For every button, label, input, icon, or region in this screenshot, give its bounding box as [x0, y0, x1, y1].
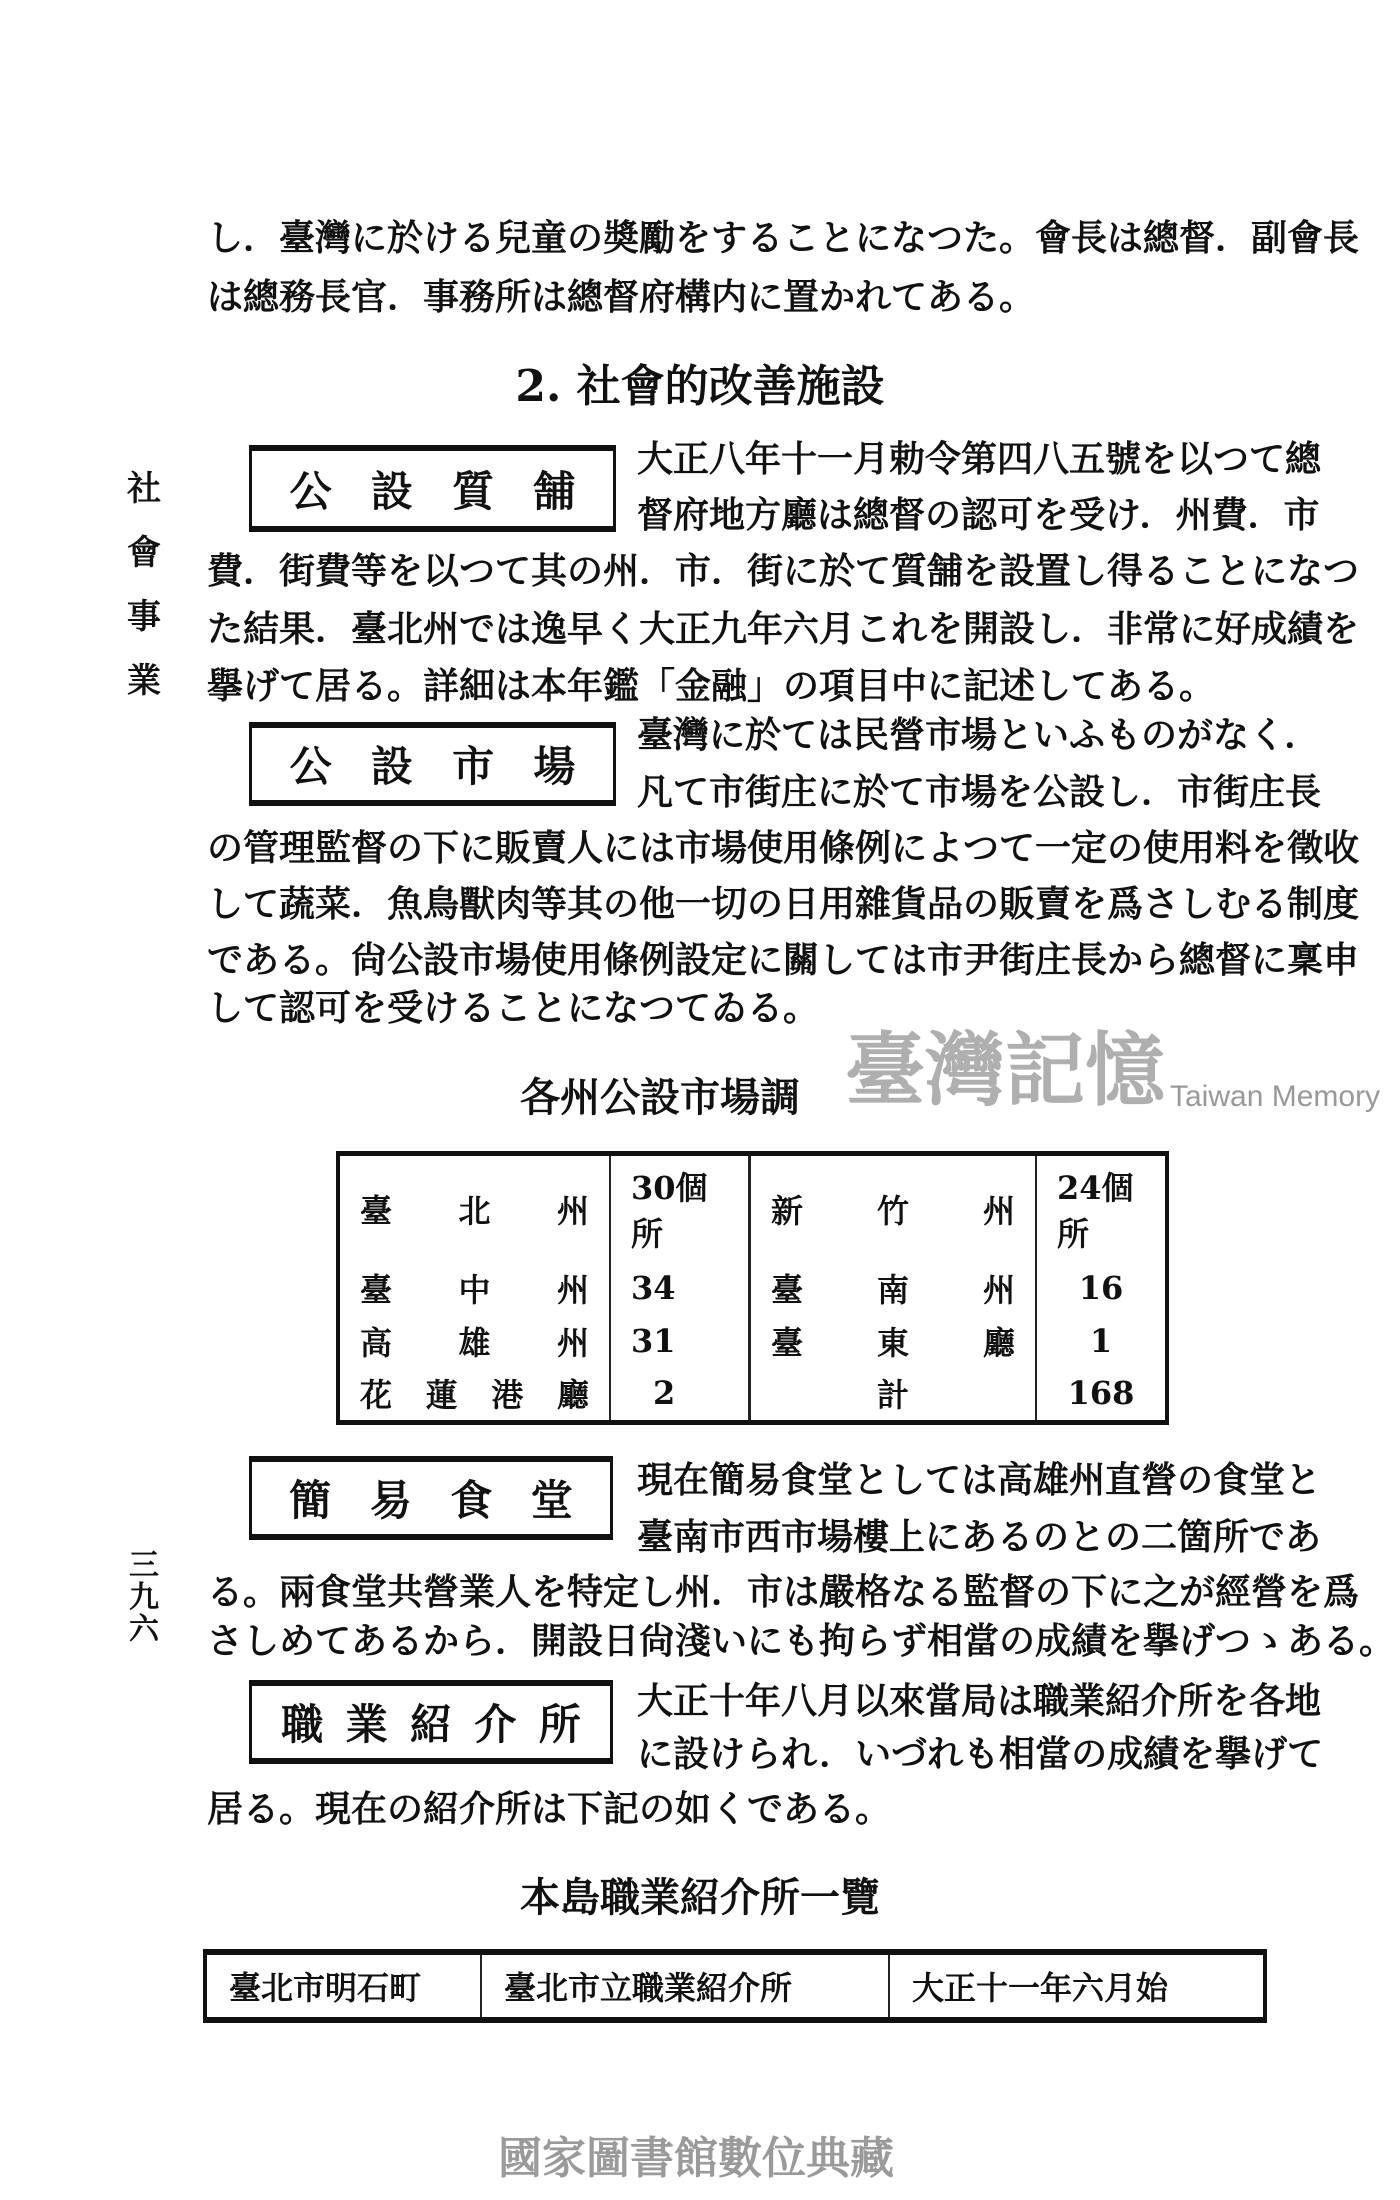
intro-line: し．臺灣に於ける兒童の奬勵をすることになつた。會長は總督．副會長 [207, 217, 1360, 259]
market-count: 1 [1089, 1321, 1113, 1360]
table-row [338, 1367, 1167, 1423]
office-location: 臺北市明石町 [205, 1952, 481, 2020]
label-char: 設 [370, 466, 413, 516]
label-char: 所 [538, 1700, 581, 1749]
market-count: 34 [610, 1262, 750, 1315]
employment-text-line: 大正十年八月以來當局は職業紹介所を各地 [637, 1680, 1322, 1722]
page-number [124, 1550, 164, 1646]
market-count: 31 [610, 1314, 750, 1367]
intro-line: は總務長官．事務所は總督府構内に置かれてある。 [207, 276, 1036, 318]
table-row [338, 1314, 1167, 1367]
label-char: 場 [533, 742, 576, 791]
label-char: 紹 [409, 1700, 452, 1749]
label-char: 公 [289, 466, 332, 516]
canteen-text-line: さしめてあるから．開設日尙淺いにも拘らず相當の成績を擧げつゝある。 [207, 1620, 1396, 1662]
market-text-line: して認可を受けることになつてゐる。 [207, 987, 820, 1029]
label-char: 堂 [530, 1476, 573, 1525]
employment-text-line: に設けられ．いづれも相當の成績を擧げて [637, 1733, 1324, 1775]
prefecture-name: 臺北州 [338, 1154, 610, 1262]
section-heading: 2. 社會的改善施設 [515, 361, 885, 412]
employment-table [203, 1949, 1267, 2023]
prefecture-name: 花蓮港廳 [338, 1367, 610, 1423]
market-text-line: 臺灣に於ては民營市場といふものがなく． [637, 714, 1321, 756]
table-row [205, 1952, 1265, 2020]
label-char: 簡 [289, 1476, 332, 1525]
label-char: 介 [474, 1700, 517, 1749]
page-number-char: 三 [129, 1548, 159, 1583]
market-count: 30個所 [610, 1154, 750, 1262]
watermark-logo: 臺灣記憶 [845, 1023, 1165, 1117]
office-start-date: 大正十一年六月始 [912, 1969, 1169, 2007]
prefecture-name: 臺南州 [750, 1262, 1037, 1315]
office-name: 臺北市立職業紹介所 [481, 1952, 889, 2020]
prefecture-name: 高雄州 [338, 1314, 610, 1367]
total-label: 計 [750, 1367, 1037, 1423]
market-label-box [249, 722, 616, 806]
label-char: 舗 [533, 466, 576, 516]
market-count: 2 [610, 1367, 750, 1423]
page-number-char: 六 [129, 1612, 159, 1647]
canteen-text-line: る。兩食堂共營業人を特定し州．市は嚴格なる監督の下に之が經營を爲 [207, 1571, 1360, 1613]
pawnshop-text-line: 費．街費等を以つて其の州．市．街に於て質舗を設置し得ることになつ [207, 550, 1360, 592]
total-count: 168 [1067, 1374, 1135, 1413]
label-char: 職 [281, 1700, 324, 1749]
market-text-line: して蔬菜．魚鳥獸肉等其の他一切の日用雜貨品の販賣を爲さしむる制度 [207, 883, 1360, 925]
pawnshop-label-box [249, 445, 616, 532]
prefecture-name: 新竹州 [750, 1154, 1037, 1262]
market-count: 24個所 [1057, 1168, 1134, 1253]
market-table-title: 各州公設市場調 [520, 1074, 800, 1121]
pawnshop-text-line: 擧げて居る。詳細は本年鑑「金融」の項目中に記述してある。 [207, 665, 1216, 707]
footer-watermark: 國家圖書館數位典藏 [498, 2133, 894, 2184]
pawnshop-text-line: た結果．臺北州では逸早く大正九年六月これを開設し．非常に好成績を [207, 608, 1360, 650]
watermark-logo-sub: Taiwan Memory [1170, 1080, 1381, 1113]
prefecture-name: 臺中州 [338, 1262, 610, 1315]
table-row [338, 1154, 1167, 1262]
page-number-char: 九 [129, 1580, 159, 1615]
employment-table-title: 本島職業紹介所一覽 [520, 1874, 880, 1921]
market-count: 16 [1078, 1268, 1124, 1307]
label-char: 質 [452, 466, 495, 516]
side-section-label [124, 465, 164, 705]
canteen-label-box [249, 1456, 613, 1540]
label-char: 業 [345, 1700, 388, 1749]
pawnshop-text-line: 督府地方廳は總督の認可を受け．州費．市 [637, 494, 1320, 536]
side-char: 社 [127, 469, 161, 509]
market-text-line: 凡て市街庄に於て市場を公設し．市街庄長 [637, 771, 1322, 813]
market-table [336, 1151, 1169, 1425]
canteen-text-line: 現在簡易食堂としては高雄州直營の食堂と [637, 1459, 1322, 1501]
prefecture-name: 臺東廳 [750, 1314, 1037, 1367]
table-row [338, 1262, 1167, 1315]
label-char: 公 [289, 742, 332, 791]
label-char: 食 [450, 1476, 493, 1525]
pawnshop-text-line: 大正八年十一月勅令第四八五號を以つて總 [637, 438, 1322, 480]
label-char: 設 [370, 742, 413, 791]
employment-label-box [249, 1680, 613, 1764]
employment-text-line: 居る。現在の紹介所は下記の如くである。 [207, 1788, 892, 1830]
market-text-line: の管理監督の下に販賣人には市場使用條例によつて一定の使用料を徵收 [207, 827, 1360, 869]
canteen-text-line: 臺南市西市場樓上にあるのとの二箇所であ [637, 1516, 1322, 1558]
market-text-line: である。尙公設市場使用條例設定に關しては市尹街庄長から總督に稟申 [207, 939, 1360, 981]
label-char: 易 [369, 1476, 412, 1525]
label-char: 市 [452, 742, 495, 791]
side-char: 業 [127, 661, 161, 701]
side-char: 會 [127, 533, 161, 573]
side-char: 事 [127, 597, 161, 637]
